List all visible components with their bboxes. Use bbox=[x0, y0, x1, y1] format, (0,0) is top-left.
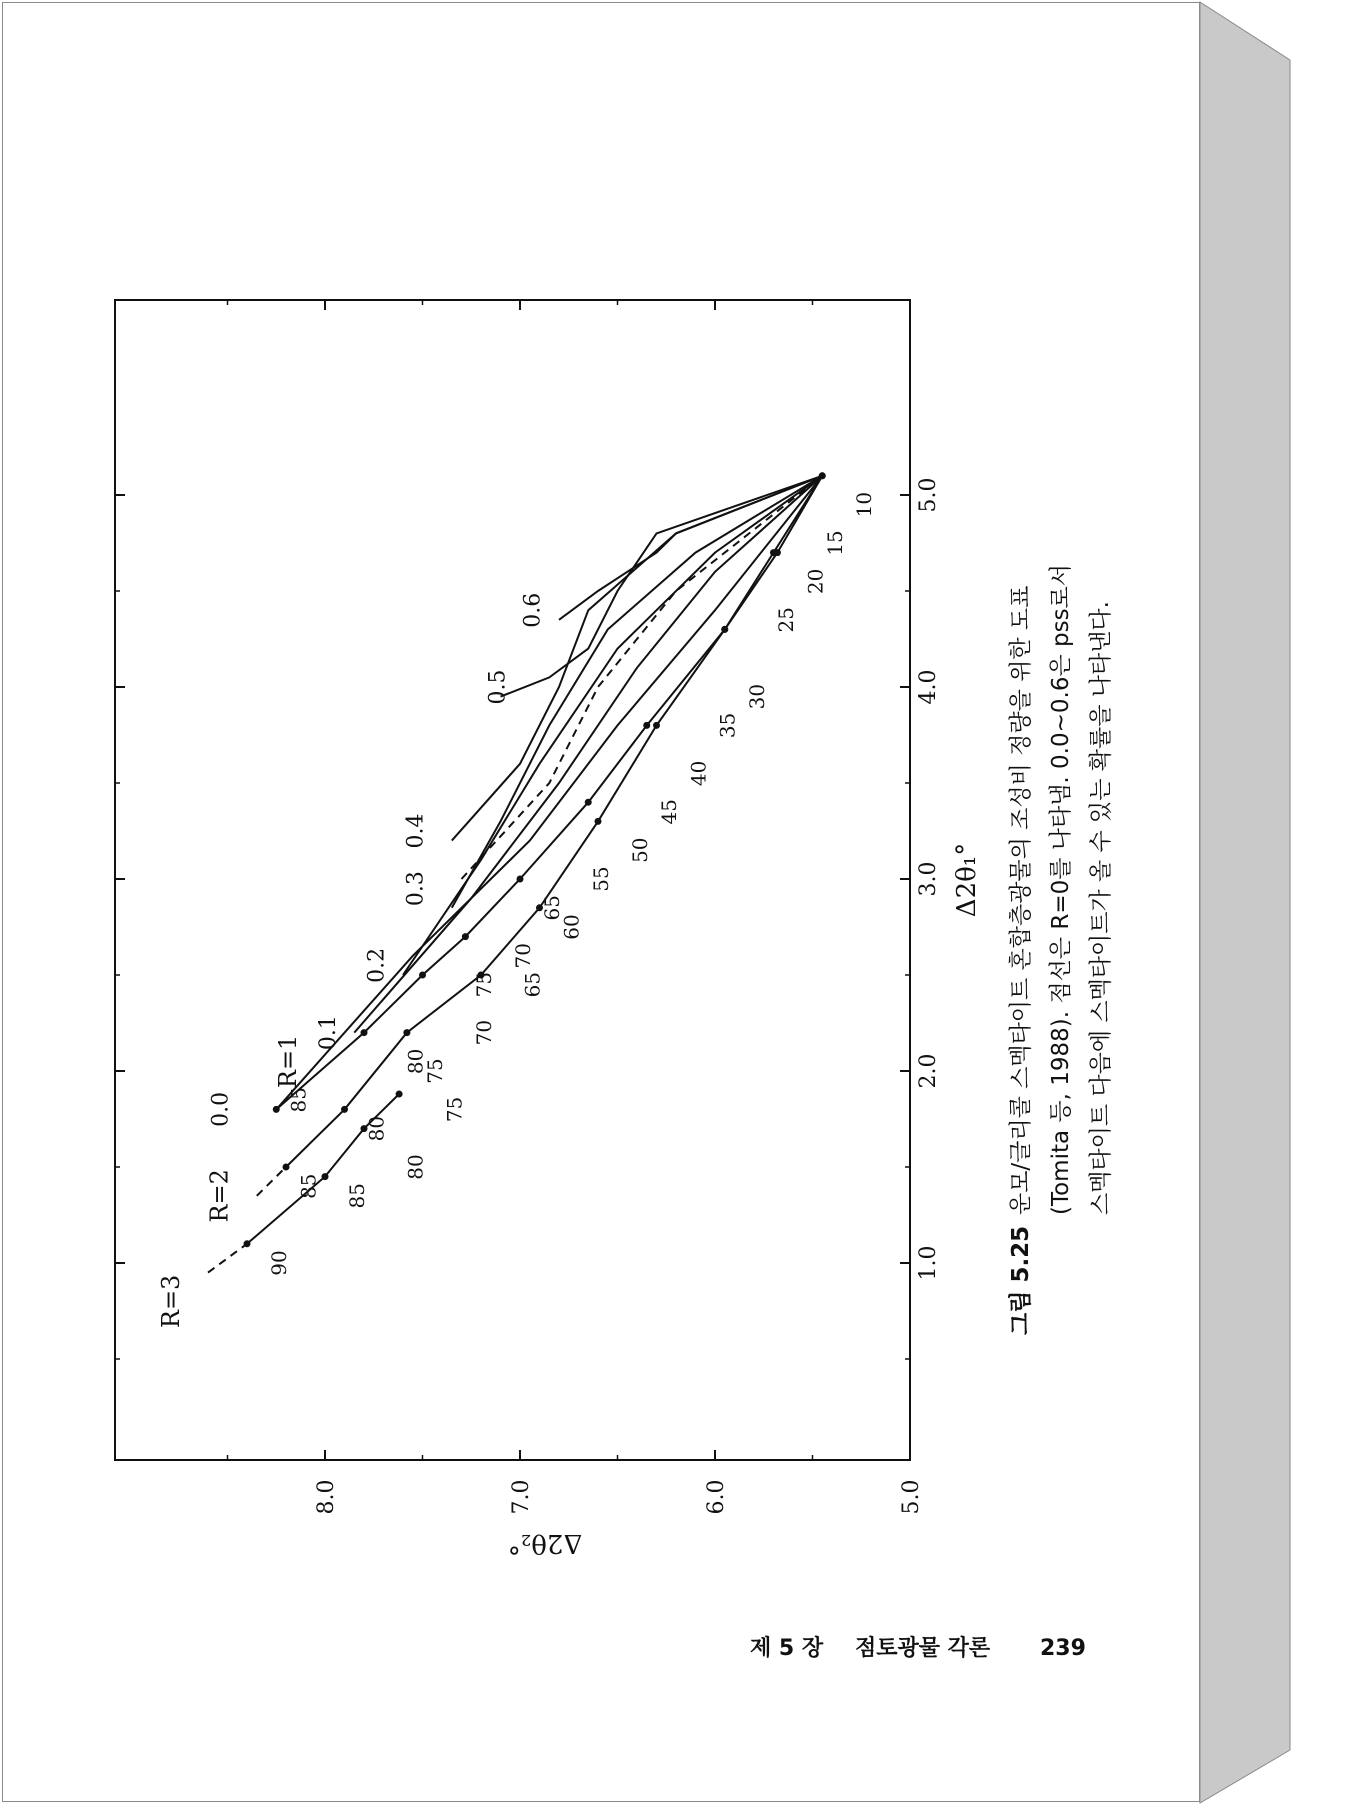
x-axis-label: Δ2θ₁° bbox=[952, 842, 982, 918]
series-line bbox=[286, 476, 822, 1167]
curves bbox=[205, 476, 822, 1276]
point-label: 40 bbox=[686, 760, 711, 787]
x-tick-label: 3.0 bbox=[916, 861, 941, 897]
y-tick-label: 5.0 bbox=[899, 1479, 924, 1515]
series-line bbox=[273, 476, 822, 1113]
point-label: 85 bbox=[286, 1087, 311, 1113]
y-tick-label: 6.0 bbox=[704, 1479, 729, 1515]
data-point bbox=[774, 549, 781, 556]
point-label: 25 bbox=[774, 607, 798, 633]
caption-line-2: (Tomita 등, 1988). 점선은 R=0를 나타냄. 0.0~0.6은 pss로서 bbox=[1048, 564, 1074, 1215]
point-label: 30 bbox=[744, 683, 769, 710]
point-label: 65 bbox=[540, 895, 564, 921]
data-point bbox=[341, 1106, 348, 1113]
data-point bbox=[585, 799, 592, 806]
data-point bbox=[396, 1091, 403, 1098]
data-point bbox=[462, 933, 469, 940]
label-r1: R=1 bbox=[273, 1034, 302, 1089]
label-p2: 0.2 bbox=[364, 947, 390, 983]
data-point bbox=[419, 972, 426, 979]
caption bbox=[1007, 564, 1114, 1335]
point-label: 55 bbox=[588, 866, 613, 892]
point-label: 65 bbox=[520, 971, 545, 998]
point-label: 80 bbox=[403, 1048, 428, 1075]
composition-line bbox=[403, 476, 822, 975]
points bbox=[244, 472, 826, 1247]
page-footer bbox=[750, 1635, 1086, 1661]
composition-line bbox=[559, 476, 822, 620]
data-point bbox=[283, 1164, 290, 1171]
caption-line-1: 운모/글리콜 스멕타이트 혼합층광물의 조성비 정량을 위한 도표 bbox=[1008, 585, 1034, 1215]
point-label: 80 bbox=[403, 1154, 428, 1180]
data-point bbox=[643, 722, 650, 729]
point-label: 60 bbox=[559, 914, 584, 940]
axis-ticks bbox=[115, 300, 910, 1460]
composition-line bbox=[273, 476, 822, 1113]
data-point bbox=[322, 1173, 329, 1180]
x-tick-label: 5.0 bbox=[916, 477, 941, 513]
label-p4: 0.4 bbox=[403, 813, 429, 849]
data-point bbox=[361, 1029, 368, 1036]
point-label: 15 bbox=[822, 530, 847, 556]
footer-page-number: 239 bbox=[1040, 1636, 1086, 1661]
composition-line bbox=[452, 476, 823, 841]
caption-label: 그림 5.25 bbox=[1008, 1225, 1034, 1335]
point-label: 85 bbox=[345, 1183, 369, 1209]
data-point bbox=[244, 1240, 251, 1247]
label-r3: R=3 bbox=[156, 1274, 185, 1329]
point-label: 10 bbox=[852, 491, 876, 518]
footer-chapter: 제 5 장 bbox=[750, 1636, 824, 1661]
plot-frame bbox=[115, 300, 910, 1460]
r0-dashed-line bbox=[462, 476, 823, 879]
data-point bbox=[595, 818, 602, 825]
point-label: 80 bbox=[364, 1115, 389, 1142]
label-p6: 0.6 bbox=[520, 592, 546, 628]
label-p1: 0.1 bbox=[315, 1015, 341, 1051]
caption-line-3: 스멕타이트 다음에 스멕타이트가 올 수 있는 확률을 나타낸다. bbox=[1088, 601, 1114, 1215]
point-label: 70 bbox=[510, 943, 535, 969]
data-point bbox=[403, 1029, 410, 1036]
r2-dashed-line bbox=[257, 1167, 286, 1196]
composition-line bbox=[354, 476, 822, 1033]
x-tick-label: 1.0 bbox=[916, 1245, 941, 1281]
annotations bbox=[157, 492, 876, 1328]
label-r2: R=2 bbox=[205, 1169, 234, 1223]
point-label: 90 bbox=[267, 1250, 291, 1276]
point-label: 20 bbox=[803, 568, 828, 595]
composition-line bbox=[501, 476, 823, 697]
y-tick-label: 7.0 bbox=[509, 1479, 534, 1515]
x-tick-label: 4.0 bbox=[916, 669, 941, 705]
point-label: 85 bbox=[296, 1173, 321, 1199]
label-p3: 0.3 bbox=[403, 871, 429, 907]
data-point bbox=[273, 1106, 280, 1113]
label-p0: 0.0 bbox=[208, 1091, 234, 1127]
y-axis-label: Δ2θ₂° bbox=[507, 1528, 583, 1558]
data-point bbox=[819, 472, 826, 479]
point-label: 35 bbox=[715, 712, 740, 739]
point-label: 75 bbox=[442, 1096, 467, 1123]
point-label: 75 bbox=[471, 971, 496, 998]
data-point bbox=[517, 876, 524, 883]
point-label: 75 bbox=[423, 1058, 447, 1084]
point-label: 45 bbox=[657, 799, 681, 825]
footer-title: 점토광물 각론 bbox=[855, 1636, 991, 1661]
point-label: 70 bbox=[471, 1019, 496, 1046]
chart bbox=[115, 300, 982, 1558]
label-p5: 0.5 bbox=[485, 669, 511, 705]
data-point bbox=[721, 626, 728, 633]
r3-dashed-line bbox=[208, 1244, 247, 1273]
y-tick-label: 8.0 bbox=[314, 1479, 339, 1515]
axis-tick-labels bbox=[314, 478, 941, 1515]
point-label: 50 bbox=[627, 837, 652, 863]
data-point bbox=[653, 722, 660, 729]
x-tick-label: 2.0 bbox=[916, 1053, 941, 1089]
